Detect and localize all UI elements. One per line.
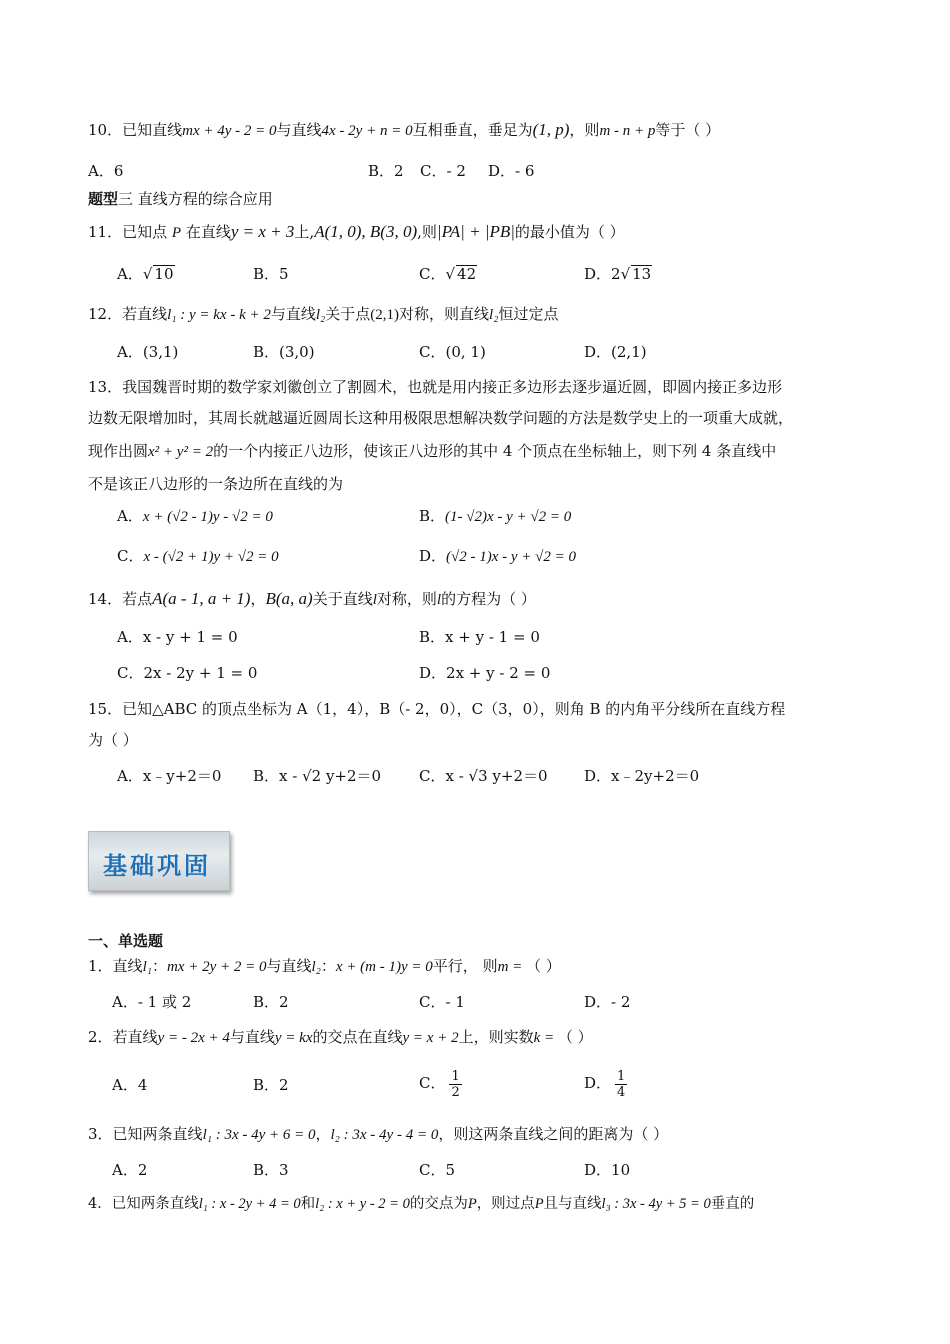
q12-text-e: 恒过定点 bbox=[498, 305, 559, 323]
p3-stem bbox=[88, 1124, 668, 1145]
p2-line1-eq: y = - 2x + 4 bbox=[157, 1030, 230, 1046]
section-heading-rest: 三 直线方程的综合应用 bbox=[118, 190, 273, 208]
q13-option-c-label: C． bbox=[117, 547, 144, 565]
p1-stem bbox=[88, 956, 561, 977]
p1-text-a: 直线 bbox=[112, 957, 143, 975]
p2-option-d-denominator: 4 bbox=[617, 1084, 626, 1100]
p3-option-c: C．5 bbox=[419, 1161, 456, 1179]
q15-line-2: 为（ ） bbox=[88, 731, 138, 749]
q12-text-d: 对称，则直线 bbox=[399, 305, 490, 323]
q12-point: (2,1) bbox=[370, 307, 400, 323]
p4-stem bbox=[88, 1194, 754, 1214]
p3-option-a: A．2 bbox=[112, 1161, 148, 1179]
q14-point-b: B(a, a) bbox=[265, 589, 313, 608]
q13-option-c bbox=[117, 546, 279, 567]
q14-point-a: A(a - 1, a + 1) bbox=[152, 589, 251, 608]
q10-text-a: 已知直线 bbox=[122, 121, 183, 139]
q12-text-b: 与直线 bbox=[270, 305, 316, 323]
q10-stem bbox=[88, 120, 720, 141]
p3-option-b: B．3 bbox=[253, 1161, 289, 1179]
section-heading-bold: 题型 bbox=[88, 190, 119, 208]
q12-text-c: 关于点 bbox=[325, 305, 371, 323]
p2-option-d-fraction bbox=[615, 1069, 627, 1100]
q11-option-a-label: A． bbox=[117, 265, 143, 283]
p1-line1-eq: mx + 2y + 2 = 0 bbox=[166, 959, 267, 975]
p2-option-c-label: C． bbox=[419, 1074, 446, 1092]
p3-text-a: 已知两条直线 bbox=[112, 1125, 203, 1143]
q11-option-c: C．√ 42 bbox=[419, 265, 477, 283]
p3-line1-eq: l₁ : 3x - 4y + 6 = 0 bbox=[202, 1127, 316, 1143]
q13-option-a-label: A． bbox=[117, 507, 143, 525]
q14-option-d: D．2x + y - 2 = 0 bbox=[419, 664, 551, 682]
p4-line1-eq: l₁ : x - 2y + 4 = 0 bbox=[198, 1196, 301, 1212]
q11-point-p: P bbox=[171, 225, 182, 241]
p2-stem bbox=[88, 1027, 593, 1048]
q13-text-a: 现作出圆 bbox=[88, 442, 149, 460]
p4-point-p: P bbox=[467, 1196, 477, 1212]
q14-option-a: A．x - y + 1 = 0 bbox=[117, 628, 238, 646]
q11-option-c-label: C． bbox=[419, 265, 446, 283]
p2-text-e: （ ） bbox=[557, 1028, 593, 1046]
q10-line2-eq: 4x - 2y + n = 0 bbox=[321, 123, 413, 139]
p4-text-d: ，则过点 bbox=[476, 1196, 535, 1212]
q11-points: A(1, 0), B(3, 0) bbox=[314, 222, 418, 241]
single-choice-heading: 一、单选题 bbox=[88, 932, 164, 950]
p3-text-b: ， bbox=[315, 1125, 331, 1143]
p1-option-b: B．2 bbox=[253, 993, 289, 1011]
p1-option-c: C．- 1 bbox=[419, 993, 465, 1011]
q11-option-d: D．2√ 13 bbox=[584, 265, 652, 283]
q12-option-d: D．(2,1) bbox=[584, 343, 647, 361]
p1-text-c: 与直线 bbox=[266, 957, 312, 975]
q13-line-4: 不是该正八边形的一条边所在直线的为 bbox=[88, 475, 344, 493]
q11-option-d-radicand: 13 bbox=[632, 265, 652, 283]
q11-option-c-radicand: 42 bbox=[457, 265, 477, 283]
section-heading-3 bbox=[88, 189, 273, 209]
p2-option-c bbox=[419, 1066, 462, 1100]
p2-option-b: B．2 bbox=[253, 1076, 289, 1094]
q10-foot-point: (1, p) bbox=[532, 120, 570, 139]
q11-text-d: ,则 bbox=[417, 223, 437, 241]
p2-number: 2． bbox=[88, 1028, 113, 1046]
p3-number: 3． bbox=[88, 1125, 113, 1143]
section-banner-text: 基础巩固 bbox=[103, 851, 211, 880]
q14-text-b: ， bbox=[250, 590, 266, 608]
q10-option-d: D．- 6 bbox=[488, 162, 535, 180]
p1-line-l1: l₁ bbox=[142, 959, 152, 975]
q10-number: 10． bbox=[88, 121, 123, 139]
q12-stem bbox=[88, 304, 558, 325]
q11-option-b: B．5 bbox=[253, 265, 289, 283]
p4-line3-eq: l₃ : 3x - 4y + 5 = 0 bbox=[601, 1196, 711, 1212]
q11-option-a-radicand: 10 bbox=[154, 265, 174, 283]
q13-option-c-eq: x - (√2 + 1)y + √2 = 0 bbox=[143, 549, 279, 565]
q12-option-c: C．(0, 1) bbox=[419, 343, 486, 361]
q10-option-b: B．2 bbox=[368, 162, 404, 180]
section-banner bbox=[88, 831, 230, 891]
q10-option-a: A．6 bbox=[88, 162, 124, 180]
p4-text-f: 垂直的 bbox=[710, 1196, 755, 1212]
p1-option-a: A．- 1 或 2 bbox=[112, 993, 192, 1011]
q14-text-e: 的方程为（ ） bbox=[441, 590, 536, 608]
q12-line-l2: l₂ bbox=[315, 307, 326, 323]
q13-circle-eq: x² + y² = 2 bbox=[148, 444, 214, 460]
p1-text-b: ： bbox=[151, 957, 167, 975]
p3-line2-eq: l₂ : 3x - 4y - 4 = 0 bbox=[330, 1127, 439, 1143]
q12-option-a: A．(3,1) bbox=[117, 343, 179, 361]
p3-text-c: ，则这两条直线之间的距离为（ ） bbox=[438, 1125, 669, 1143]
q14-text-d: 对称，则 bbox=[376, 590, 437, 608]
q12-number: 12． bbox=[88, 305, 123, 323]
q11-expression: |PA| + |PB| bbox=[436, 222, 515, 241]
p1-line2-eq: x + (m - 1)y = 0 bbox=[335, 959, 433, 975]
q14-option-c: C．2x - 2y + 1 = 0 bbox=[117, 664, 258, 682]
q14-line-l-again: l bbox=[436, 592, 442, 608]
q13-text-b: 的一个内接正八边形，使该正八边形的其中 4 个顶点在坐标轴上，则下列 4 条直线中 bbox=[213, 442, 777, 460]
p2-text-a: 若直线 bbox=[112, 1028, 158, 1046]
p1-m: m = bbox=[497, 959, 527, 975]
q11-stem bbox=[88, 222, 625, 243]
q12-option-b: B．(3,0) bbox=[253, 343, 315, 361]
q13-option-d-label: D． bbox=[419, 547, 447, 565]
q10-text-d: ，则 bbox=[569, 121, 600, 139]
p2-option-a: A．4 bbox=[112, 1076, 148, 1094]
q10-line1-eq: mx + 4y - 2 = 0 bbox=[182, 123, 277, 139]
q11-line-eq: y = x + 3 bbox=[230, 222, 295, 241]
p2-option-c-fraction bbox=[449, 1069, 461, 1100]
q15-option-c: C．x - √3 y+2＝0 bbox=[419, 767, 548, 785]
p1-number: 1． bbox=[88, 957, 113, 975]
p2-option-c-denominator: 2 bbox=[451, 1084, 460, 1100]
p1-text-e: 平行， 则 bbox=[432, 957, 498, 975]
p2-text-b: 与直线 bbox=[229, 1028, 275, 1046]
p2-option-d bbox=[584, 1066, 627, 1100]
q10-text-e: 等于（ ） bbox=[655, 121, 721, 139]
q13-option-a bbox=[117, 506, 273, 527]
p2-text-d: 上，则实数 bbox=[458, 1028, 534, 1046]
p2-option-d-numerator: 1 bbox=[617, 1068, 626, 1084]
q15-option-b: B．x - √2 y+2＝0 bbox=[253, 767, 382, 785]
q11-text-a: 已知点 bbox=[122, 223, 168, 241]
q10-text-c: 互相垂直，垂足为 bbox=[412, 121, 533, 139]
p4-text-a: 已知两条直线 bbox=[111, 1196, 199, 1212]
p2-option-c-numerator: 1 bbox=[451, 1068, 460, 1084]
p2-option-d-label: D． bbox=[584, 1074, 612, 1092]
q15-option-a: A．x﹣y+2＝0 bbox=[117, 767, 222, 785]
q15-line-1: 15．已知△ABC 的顶点坐标为 A（1，4），B（- 2，0），C（3，0），则角 B 的内角平分线所在直线方程 bbox=[88, 700, 786, 718]
p1-line-l2: l₂ bbox=[311, 959, 321, 975]
p4-number: 4． bbox=[88, 1196, 112, 1212]
p4-text-c: 的交点为 bbox=[409, 1196, 468, 1212]
q14-line-l: l bbox=[372, 592, 377, 608]
p2-line2-eq: y = kx bbox=[274, 1030, 313, 1046]
q14-stem bbox=[88, 589, 536, 610]
q14-text-a: 若点 bbox=[122, 590, 153, 608]
q11-text-b: 在直线 bbox=[185, 223, 231, 241]
q11-option-d-label: D．2 bbox=[584, 265, 621, 283]
p1-text-f: （ ） bbox=[526, 957, 561, 975]
q12-line-l2-again: l₂ bbox=[489, 307, 499, 323]
q13-line-1: 13．我国魏晋时期的数学家刘徽创立了割圆术，也就是用内接正多边形去逐步逼近圆，即圆内接正多边形 bbox=[88, 378, 783, 396]
q13-option-d-eq: (√2 - 1)x - y + √2 = 0 bbox=[446, 549, 577, 565]
p1-option-d: D．- 2 bbox=[584, 993, 631, 1011]
p4-text-b: 和 bbox=[300, 1196, 316, 1212]
q13-option-b bbox=[419, 506, 571, 527]
q14-option-b: B．x + y - 1 = 0 bbox=[419, 628, 540, 646]
q13-line-2: 边数无限增加时，其周长就越逼近圆周长这种用极限思想解决数学问题的方法是数学史上的一项重大成就， bbox=[88, 409, 794, 427]
p3-option-d: D．10 bbox=[584, 1161, 631, 1179]
q11-option-a: A．√ 10 bbox=[117, 265, 174, 283]
q11-number: 11． bbox=[88, 223, 123, 241]
q13-option-a-eq: x + (√2 - 1)y - √2 = 0 bbox=[142, 509, 273, 525]
q10-text-b: 与直线 bbox=[276, 121, 322, 139]
p2-text-c: 的交点在直线 bbox=[312, 1028, 403, 1046]
q11-text-c: 上, bbox=[294, 223, 315, 241]
q12-line-eq: l₁ : y = kx - k + 2 bbox=[167, 307, 271, 323]
p4-point-p-again: P bbox=[534, 1196, 544, 1212]
q10-expression: m - n + p bbox=[599, 123, 656, 139]
p2-k: k = bbox=[533, 1030, 558, 1046]
q13-option-d bbox=[419, 546, 576, 567]
q13-option-b-eq: (1- √2)x - y + √2 = 0 bbox=[445, 509, 572, 525]
q10-option-c: C．- 2 bbox=[420, 162, 466, 180]
p4-line2-eq: l₂ : x + y - 2 = 0 bbox=[315, 1196, 410, 1212]
q14-number: 14． bbox=[88, 590, 123, 608]
q11-text-e: 的最小值为（ ） bbox=[514, 223, 625, 241]
q14-text-c: 关于直线 bbox=[312, 590, 373, 608]
q12-text-a: 若直线 bbox=[122, 305, 168, 323]
p1-text-d: ： bbox=[320, 957, 336, 975]
q15-option-d: D．x﹣2y+2＝0 bbox=[584, 767, 700, 785]
p4-text-e: 且与直线 bbox=[543, 1196, 602, 1212]
p2-line3-eq: y = x + 2 bbox=[402, 1030, 459, 1046]
q13-line-3 bbox=[88, 441, 776, 462]
q13-option-b-label: B． bbox=[419, 507, 446, 525]
